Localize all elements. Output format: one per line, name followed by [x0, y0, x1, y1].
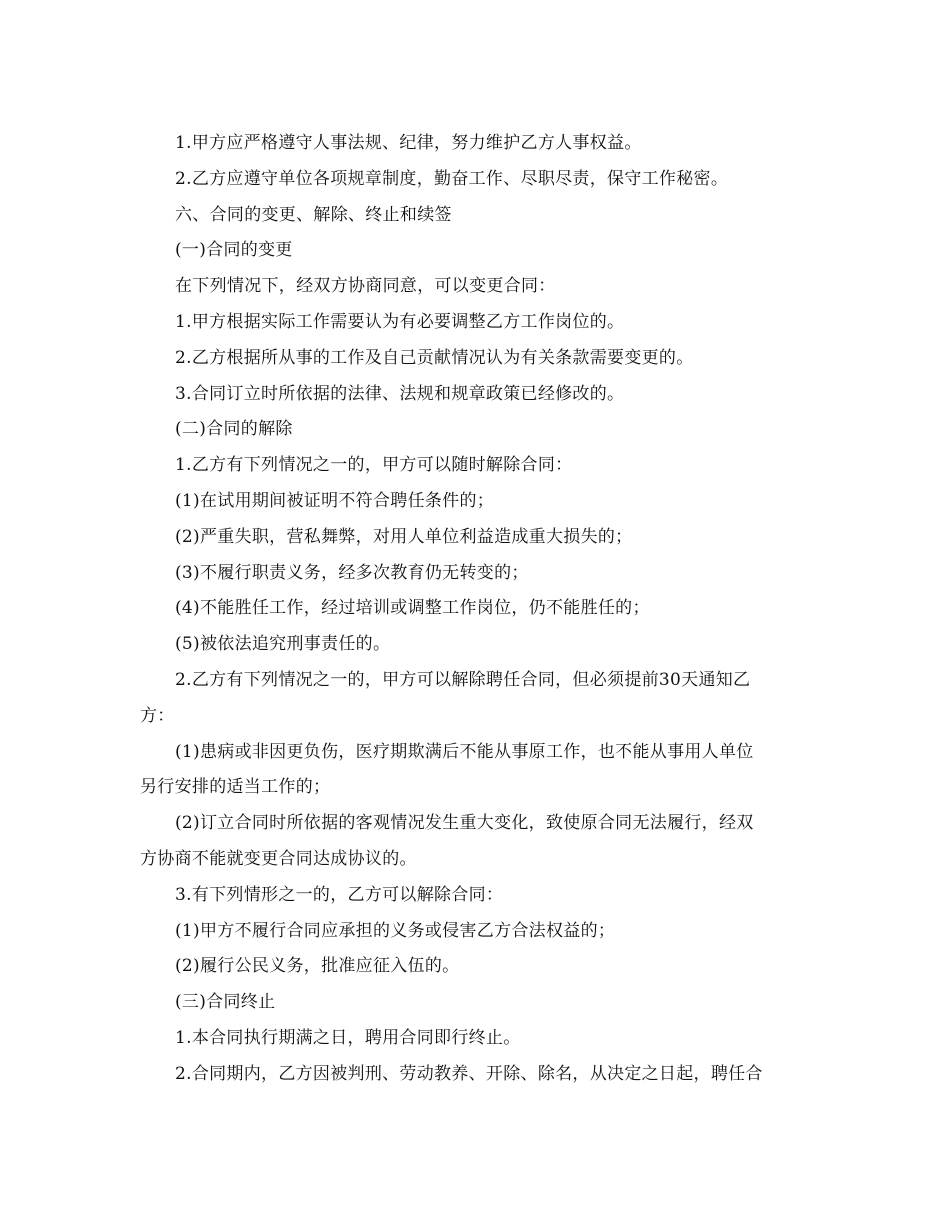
- document-body: [140, 126, 816, 1093]
- document-line: (2)履行公民义务，批准应征入伍的。: [175, 956, 460, 977]
- document-line: (三)合同终止: [175, 992, 276, 1013]
- document-line: 1.乙方有下列情况之一的，甲方可以随时解除合同：: [175, 455, 573, 476]
- document-line: 六、合同的变更、解除、终止和续签: [175, 204, 452, 225]
- document-line: 1.甲方应严格遵守人事法规、纪律，努力维护乙方人事权益。: [175, 133, 642, 153]
- document-line: 在下列情况下，经双方协商同意，可以变更合同：: [175, 276, 556, 297]
- document-line: 2.合同期内，乙方因被判刑、劳动教养、开除、除名，从决定之日起，聘任合: [175, 1063, 763, 1084]
- document-line: 2.乙方应遵守单位各项规章制度，勤奋工作、尽职尽责，保守工作秘密。: [175, 168, 729, 189]
- document-line: (2)严重失职，营私舞弊，对用人单位利益造成重大损失的；: [175, 526, 633, 547]
- document-line: 1.甲方根据实际工作需要认为有必要调整乙方工作岗位的。: [175, 311, 625, 332]
- document-line: (1)在试用期间被证明不符合聘任条件的；: [175, 490, 495, 511]
- document-line: 2.乙方根据所从事的工作及自己贡献情况认为有关条款需要变更的。: [175, 347, 694, 368]
- document-line: 3.有下列情形之一的，乙方可以解除合同：: [175, 884, 504, 905]
- document-line: (4)不能胜任工作，经过培训或调整工作岗位，仍不能胜任的；: [175, 598, 650, 619]
- document-line: 1.本合同执行期满之日，聘用合同即行终止。: [175, 1027, 521, 1048]
- document-line: 方：: [140, 705, 175, 726]
- document-line: (1)甲方不履行合同应承担的义务或侵害乙方合法权益的；: [175, 920, 616, 941]
- document-line: 2.乙方有下列情况之一的，甲方可以解除聘任合同，但必须提前30天通知乙: [175, 669, 751, 690]
- document-line: 3.合同订立时所依据的法律、法规和规章政策已经修改的。: [175, 383, 625, 404]
- document-line: 方协商不能就变更合同达成协议的。: [140, 848, 417, 869]
- document-line: (二)合同的解除: [175, 419, 293, 440]
- document-line: (2)订立合同时所依据的客观情况发生重大变化，致使原合同无法履行，经双: [175, 813, 754, 834]
- document-line: 另行安排的适当工作的；: [140, 777, 331, 798]
- document-line: (3)不履行职责义务，经多次教育仍无转变的；: [175, 562, 529, 583]
- document-line: (1)患病或非因更负伤，医疗期欺满后不能从事原工作，也不能从事用人单位: [175, 741, 754, 762]
- document-line: (一)合同的变更: [175, 240, 293, 261]
- document-line: (5)被依法追究刑事责任的。: [175, 634, 391, 655]
